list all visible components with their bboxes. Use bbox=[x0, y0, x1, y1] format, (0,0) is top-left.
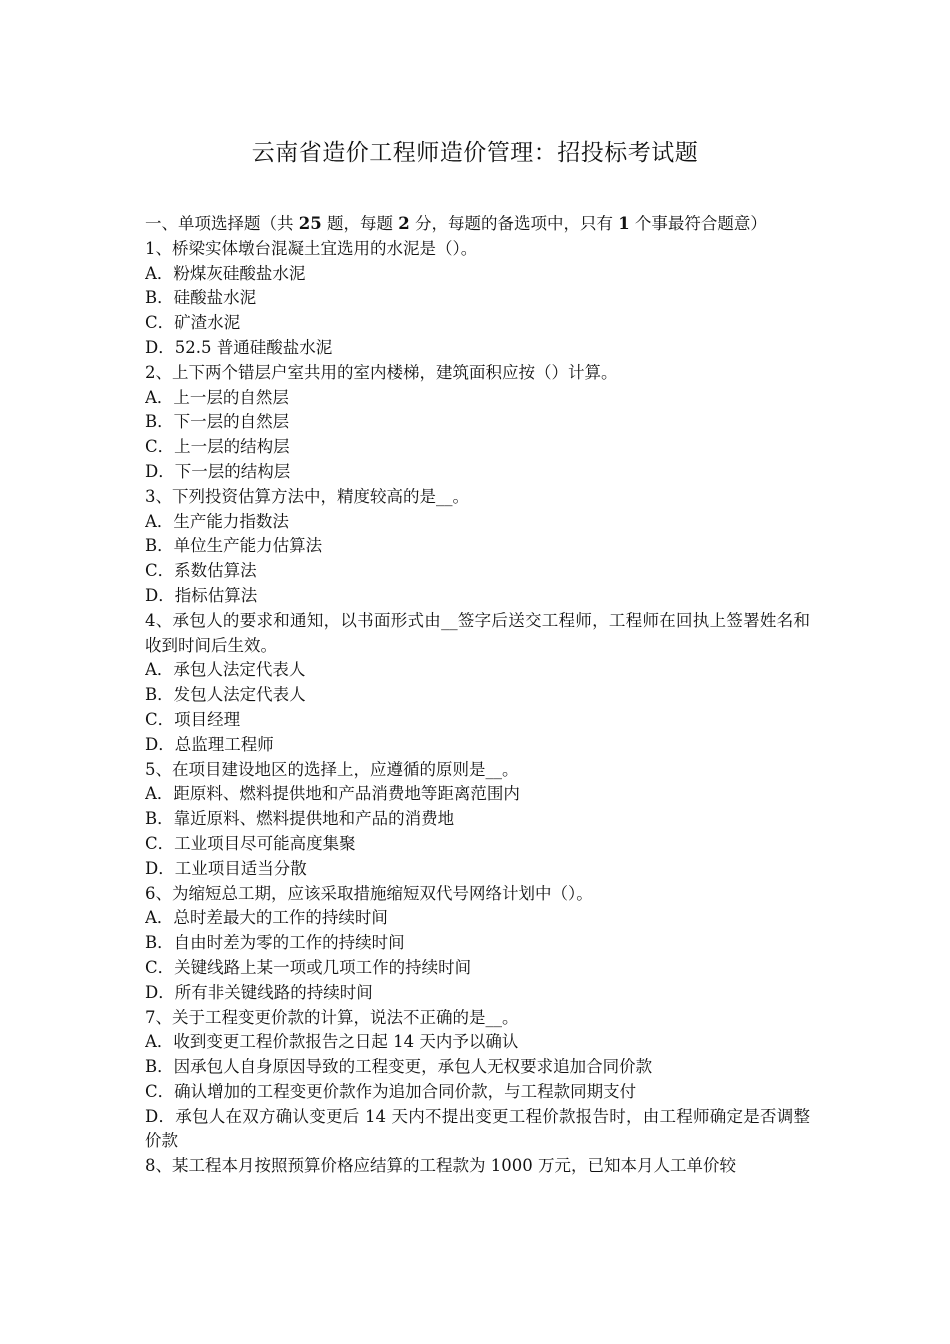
document-body bbox=[145, 212, 810, 1179]
question-stem: 3、下列投资估算方法中，精度较高的是__。 bbox=[145, 486, 469, 506]
answer-option: D．承包人在双方确认变更后 14 天内不提出变更工程价款报告时，由工程师确定是否调整价款 bbox=[145, 1106, 810, 1151]
answer-option: D．工业项目适当分散 bbox=[145, 858, 307, 878]
answer-option: C．项目经理 bbox=[145, 709, 241, 729]
points-per-question: 2 bbox=[398, 214, 410, 233]
answer-option: B．下一层的自然层 bbox=[145, 412, 290, 432]
answer-option: C．上一层的结构层 bbox=[145, 437, 290, 457]
answer-option: B．发包人法定代表人 bbox=[145, 685, 306, 705]
heading-text: 分，每题的备选项中，只有 bbox=[409, 214, 619, 233]
question-count: 25 bbox=[298, 214, 322, 233]
question-stem: 1、桥梁实体墩台混凝土宜选用的水泥是（）。 bbox=[145, 238, 478, 258]
answer-option: B．单位生产能力估算法 bbox=[145, 536, 323, 556]
answer-option: C．系数估算法 bbox=[145, 561, 257, 581]
answer-option: C．工业项目尽可能高度集聚 bbox=[145, 833, 356, 853]
question-stem: 6、为缩短总工期，应该采取措施缩短双代号网络计划中（）。 bbox=[145, 883, 593, 903]
answer-option: A．总时差最大的工作的持续时间 bbox=[145, 908, 388, 928]
question-stem: 5、在项目建设地区的选择上，应遵循的原则是__。 bbox=[145, 759, 519, 779]
answer-option: A．收到变更工程价款报告之日起 14 天内予以确认 bbox=[145, 1032, 519, 1052]
answer-option: B．靠近原料、燃料提供地和产品的消费地 bbox=[145, 809, 455, 829]
answer-option: A．上一层的自然层 bbox=[145, 387, 289, 407]
answer-option: A．粉煤灰硅酸盐水泥 bbox=[145, 263, 306, 283]
answer-option: B．因承包人自身原因导致的工程变更，承包人无权要求追加合同价款 bbox=[145, 1057, 653, 1077]
question-stem: 2、上下两个错层户室共用的室内楼梯，建筑面积应按（）计算。 bbox=[145, 362, 618, 382]
heading-text: 题，每题 bbox=[321, 214, 399, 233]
answer-option: A．生产能力指数法 bbox=[145, 511, 289, 531]
question-stem: 8、某工程本月按照预算价格应结算的工程款为 1000 万元，已知本月人工单价较 bbox=[145, 1156, 736, 1176]
answer-option: D．总监理工程师 bbox=[145, 734, 274, 754]
answer-option: D．指标估算法 bbox=[145, 585, 258, 605]
answer-option: B．硅酸盐水泥 bbox=[145, 288, 257, 308]
question-list bbox=[145, 237, 810, 1179]
answer-option: D．52.5 普通硅酸盐水泥 bbox=[145, 337, 333, 357]
answer-option: C．关键线路上某一项或几项工作的持续时间 bbox=[145, 957, 472, 977]
answer-option: C．矿渣水泥 bbox=[145, 313, 241, 333]
question-stem: 7、关于工程变更价款的计算，说法不正确的是__。 bbox=[145, 1007, 519, 1027]
question-stem: 4、承包人的要求和通知，以书面形式由__签字后送交工程师，工程师在回执上签署姓名和收到时间后生效。 bbox=[145, 610, 810, 655]
correct-option-count: 1 bbox=[618, 214, 630, 233]
answer-option: A．距原料、燃料提供地和产品消费地等距离范围内 bbox=[145, 784, 520, 804]
answer-option: D．下一层的结构层 bbox=[145, 461, 291, 481]
heading-text: 个事最符合题意） bbox=[629, 214, 767, 233]
document-title: 云南省造价工程师造价管理：招投标考试题 bbox=[251, 140, 699, 166]
answer-option: B．自由时差为零的工作的持续时间 bbox=[145, 933, 405, 953]
answer-option: C．确认增加的工程变更价款作为追加合同价款，与工程款同期支付 bbox=[145, 1081, 637, 1101]
answer-option: D．所有非关键线路的持续时间 bbox=[145, 982, 373, 1002]
section-heading bbox=[145, 212, 810, 237]
heading-text: 一、单项选择题（共 bbox=[145, 214, 299, 233]
answer-option: A．承包人法定代表人 bbox=[145, 660, 306, 680]
